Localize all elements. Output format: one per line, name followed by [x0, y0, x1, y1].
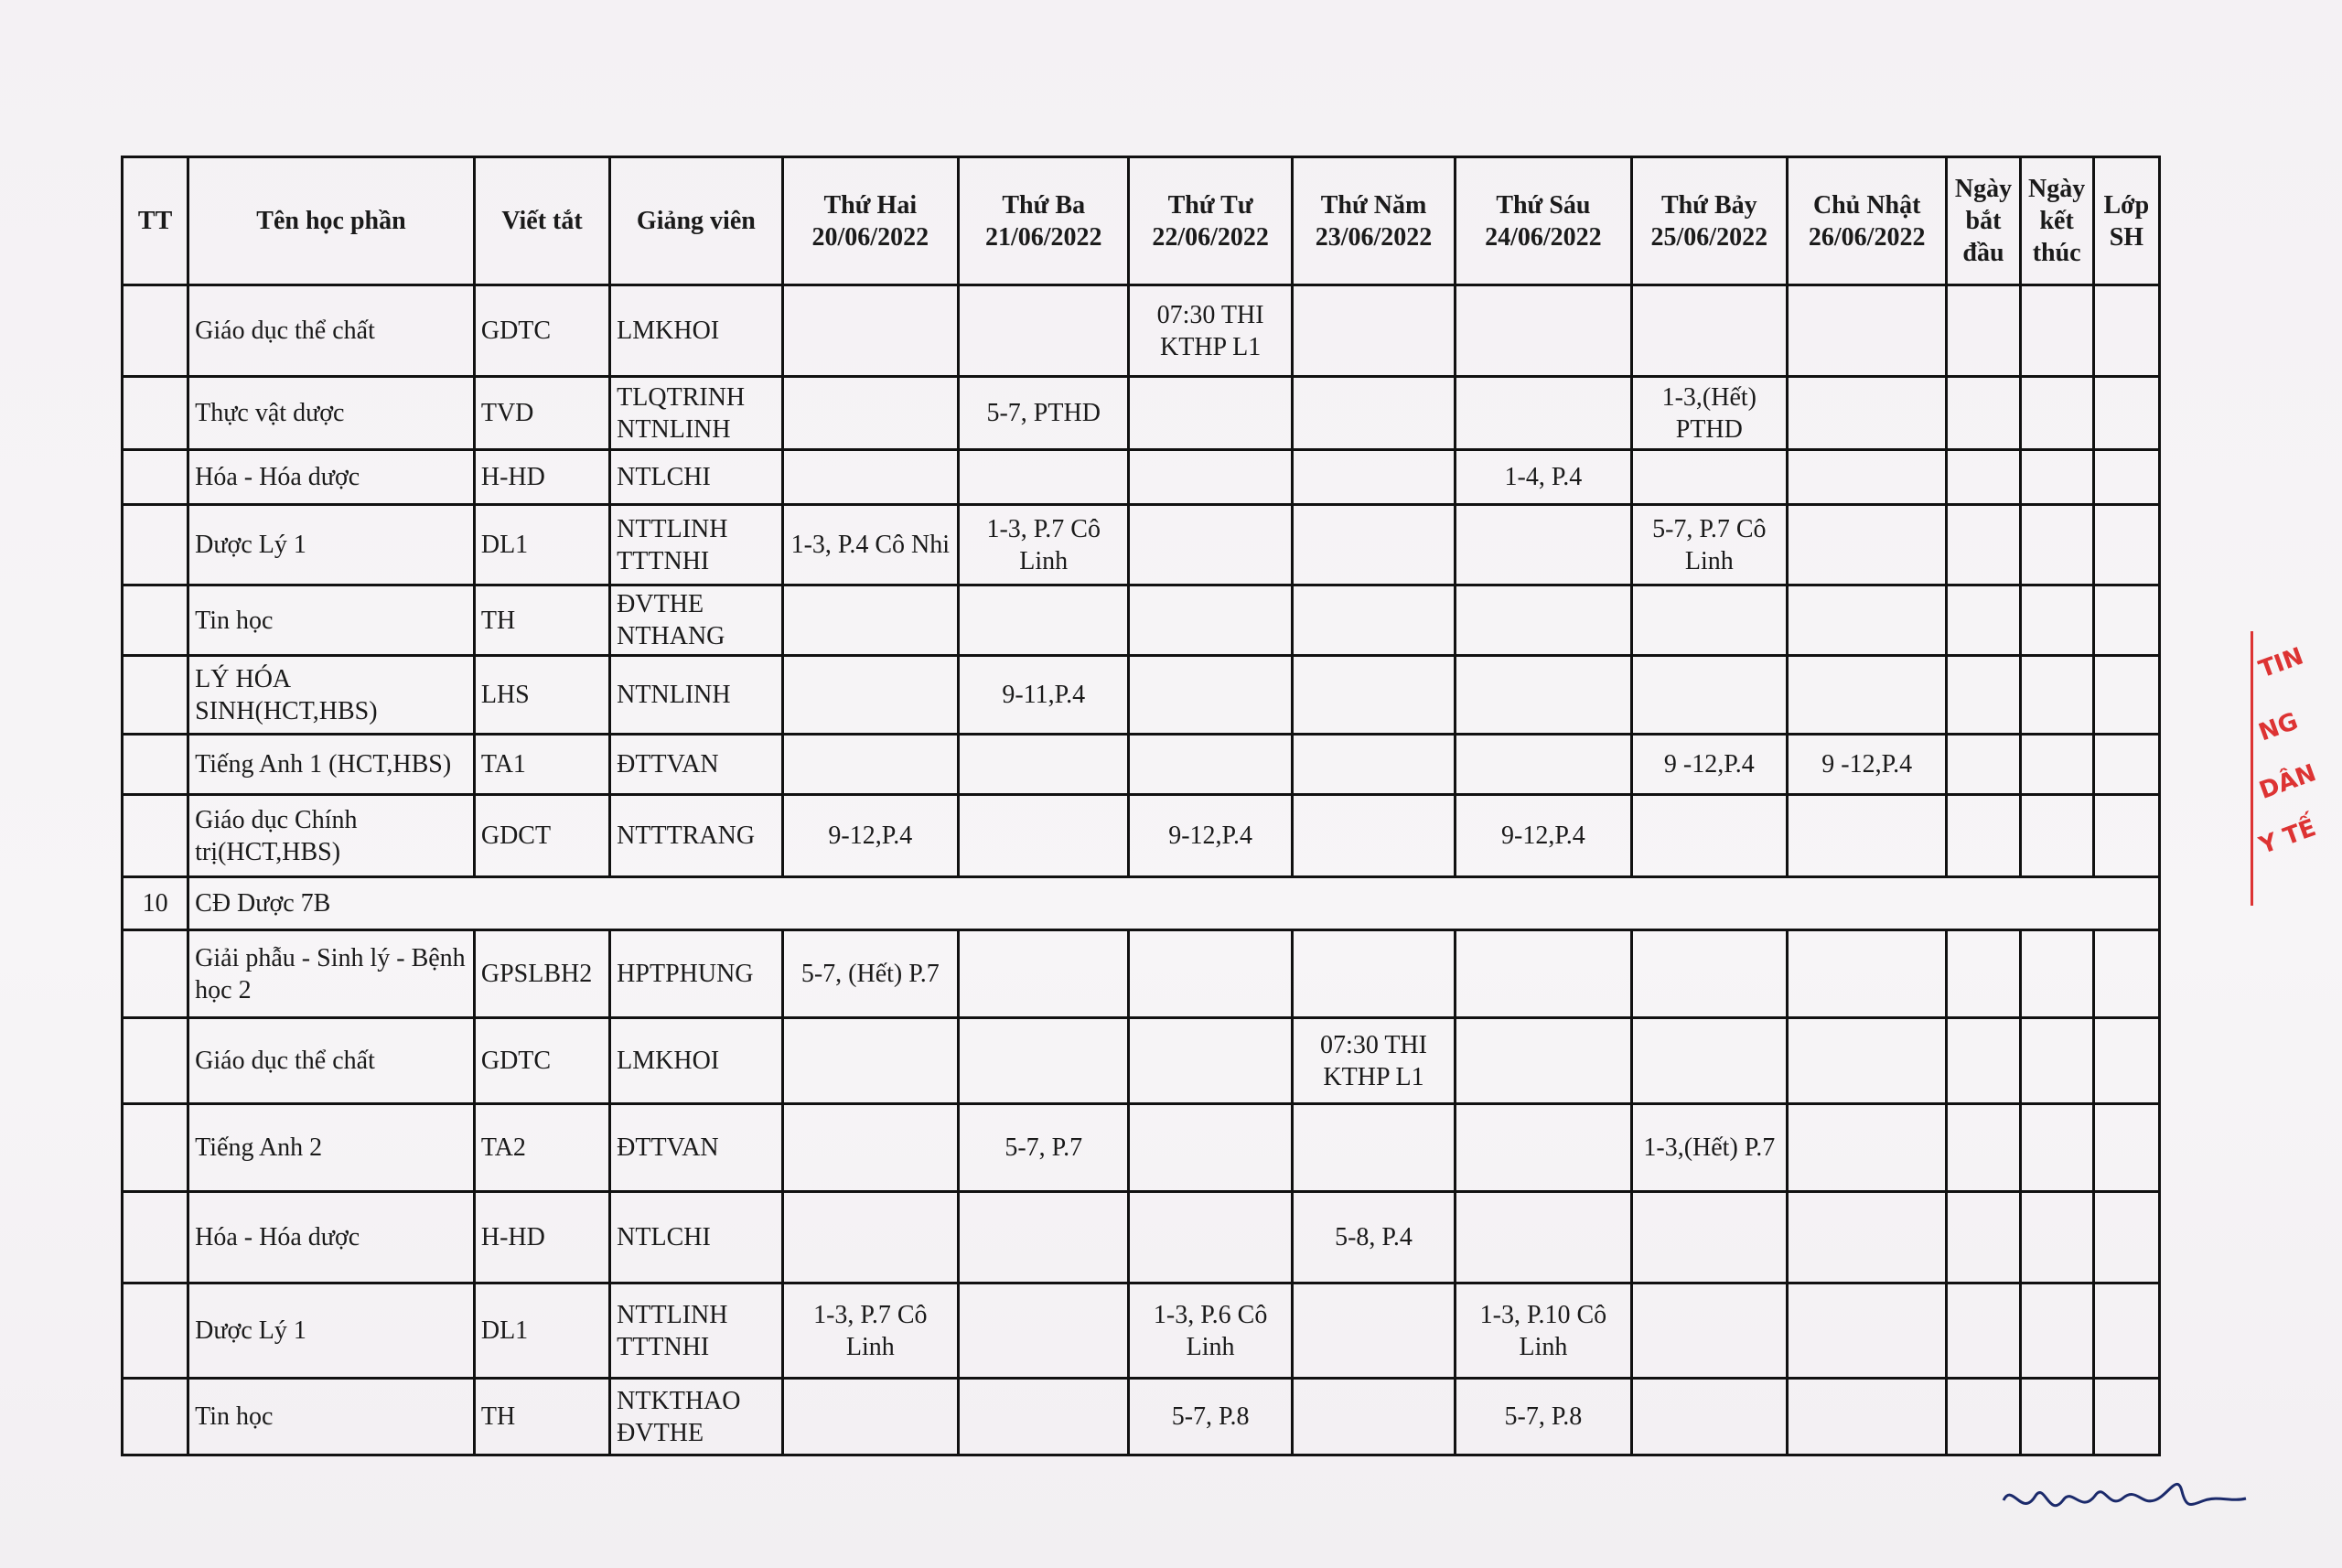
slot-wed — [1129, 1192, 1292, 1283]
slot-wed — [1129, 505, 1292, 585]
slot-wed — [1129, 1018, 1292, 1104]
schedule-table — [121, 156, 2161, 1456]
slot-tue — [959, 585, 1129, 656]
abbr-cell: H-HD — [474, 1192, 609, 1283]
slot-mon — [782, 735, 958, 795]
tt-cell — [123, 585, 188, 656]
slot-fri: 1-4, P.4 — [1456, 450, 1631, 505]
slot-tue — [959, 285, 1129, 377]
class-cell — [2093, 585, 2159, 656]
slot-thu — [1292, 377, 1455, 450]
teacher-cell: NTTLINH TTTNHI — [610, 505, 782, 585]
tt-cell — [123, 735, 188, 795]
course-cell: Thực vật dược — [188, 377, 475, 450]
section-b-header — [123, 877, 2160, 930]
slot-tue — [959, 450, 1129, 505]
tt-cell — [123, 285, 188, 377]
slot-mon — [782, 1018, 958, 1104]
slot-thu: 5-8, P.4 — [1292, 1192, 1455, 1283]
start-cell — [1947, 1018, 2020, 1104]
slot-mon — [782, 1192, 958, 1283]
col-course: Tên học phần — [188, 157, 475, 285]
table-row — [123, 585, 2160, 656]
end-cell — [2020, 795, 2093, 877]
col-thu: Thứ Năm 23/06/2022 — [1292, 157, 1455, 285]
course-cell: Hóa - Hóa dược — [188, 1192, 475, 1283]
start-cell — [1947, 1283, 2020, 1379]
start-cell — [1947, 1379, 2020, 1455]
start-cell — [1947, 656, 2020, 735]
table-row — [123, 795, 2160, 877]
slot-sun — [1788, 1018, 1947, 1104]
slot-sat — [1631, 285, 1787, 377]
slot-sat: 1-3,(Hết) P.7 — [1631, 1104, 1787, 1192]
slot-sun — [1788, 377, 1947, 450]
teacher-cell: TLQTRINH NTNLINH — [610, 377, 782, 450]
slot-thu — [1292, 1283, 1455, 1379]
abbr-cell: TH — [474, 1379, 609, 1455]
start-cell — [1947, 285, 2020, 377]
abbr-cell: TA2 — [474, 1104, 609, 1192]
slot-sat: 9 -12,P.4 — [1631, 735, 1787, 795]
slot-mon: 9-12,P.4 — [782, 795, 958, 877]
slot-tue — [959, 795, 1129, 877]
col-start: Ngày bắt đầu — [1947, 157, 2020, 285]
slot-sat — [1631, 930, 1787, 1018]
class-cell — [2093, 735, 2159, 795]
slot-tue — [959, 735, 1129, 795]
course-cell: Giáo dục Chính trị(HCT,HBS) — [188, 795, 475, 877]
slot-tue: 1-3, P.7 Cô Linh — [959, 505, 1129, 585]
col-teacher: Giảng viên — [610, 157, 782, 285]
class-cell — [2093, 377, 2159, 450]
header-row — [123, 157, 2160, 285]
slot-sat — [1631, 1283, 1787, 1379]
col-class: Lớp SH — [2093, 157, 2159, 285]
course-cell: Hóa - Hóa dược — [188, 450, 475, 505]
teacher-cell: NTNLINH — [610, 656, 782, 735]
course-cell: Giáo dục thể chất — [188, 285, 475, 377]
slot-mon — [782, 285, 958, 377]
end-cell — [2020, 505, 2093, 585]
course-cell: Tiếng Anh 1 (HCT,HBS) — [188, 735, 475, 795]
course-cell: LÝ HÓA SINH(HCT,HBS) — [188, 656, 475, 735]
class-cell — [2093, 656, 2159, 735]
slot-tue: 5-7, PTHD — [959, 377, 1129, 450]
abbr-cell: GDTC — [474, 1018, 609, 1104]
abbr-cell: TH — [474, 585, 609, 656]
section-number: 10 — [123, 877, 188, 930]
teacher-cell: LMKHOI — [610, 285, 782, 377]
slot-sun — [1788, 285, 1947, 377]
slot-fri — [1456, 656, 1631, 735]
abbr-cell: DL1 — [474, 505, 609, 585]
course-cell: Giải phẫu - Sinh lý - Bệnh học 2 — [188, 930, 475, 1018]
end-cell — [2020, 1018, 2093, 1104]
class-cell — [2093, 795, 2159, 877]
slot-sun — [1788, 1379, 1947, 1455]
slot-sun: 9 -12,P.4 — [1788, 735, 1947, 795]
class-cell — [2093, 505, 2159, 585]
table-row — [123, 1379, 2160, 1455]
slot-fri — [1456, 1192, 1631, 1283]
table-row — [123, 1283, 2160, 1379]
start-cell — [1947, 1192, 2020, 1283]
slot-sat — [1631, 585, 1787, 656]
slot-sat: 5-7, P.7 Cô Linh — [1631, 505, 1787, 585]
course-cell: Tin học — [188, 1379, 475, 1455]
table-row — [123, 735, 2160, 795]
table-row — [123, 1018, 2160, 1104]
slot-sat — [1631, 795, 1787, 877]
slot-sun — [1788, 450, 1947, 505]
slot-thu — [1292, 656, 1455, 735]
slot-fri — [1456, 1018, 1631, 1104]
slot-sat: 1-3,(Hết) PTHD — [1631, 377, 1787, 450]
teacher-cell: NTTLINH TTTNHI — [610, 1283, 782, 1379]
slot-wed — [1129, 735, 1292, 795]
end-cell — [2020, 656, 2093, 735]
end-cell — [2020, 735, 2093, 795]
tt-cell — [123, 1018, 188, 1104]
slot-sun — [1788, 1283, 1947, 1379]
table-row — [123, 505, 2160, 585]
slot-fri — [1456, 377, 1631, 450]
slot-tue: 9-11,P.4 — [959, 656, 1129, 735]
teacher-cell: ĐTTVAN — [610, 735, 782, 795]
slot-sat — [1631, 656, 1787, 735]
abbr-cell: TA1 — [474, 735, 609, 795]
table-row — [123, 377, 2160, 450]
slot-mon — [782, 585, 958, 656]
col-fri: Thứ Sáu 24/06/2022 — [1456, 157, 1631, 285]
col-mon: Thứ Hai 20/06/2022 — [782, 157, 958, 285]
start-cell — [1947, 1104, 2020, 1192]
start-cell — [1947, 377, 2020, 450]
teacher-cell: LMKHOI — [610, 1018, 782, 1104]
slot-tue — [959, 1283, 1129, 1379]
slot-fri — [1456, 505, 1631, 585]
section-b-body — [123, 930, 2160, 1455]
start-cell — [1947, 505, 2020, 585]
slot-fri — [1456, 285, 1631, 377]
slot-sun — [1788, 585, 1947, 656]
slot-wed — [1129, 585, 1292, 656]
abbr-cell: GDTC — [474, 285, 609, 377]
tt-cell — [123, 1379, 188, 1455]
start-cell — [1947, 795, 2020, 877]
teacher-cell: NTLCHI — [610, 450, 782, 505]
slot-sat — [1631, 1192, 1787, 1283]
teacher-cell: NTLCHI — [610, 1192, 782, 1283]
col-wed: Thứ Tư 22/06/2022 — [1129, 157, 1292, 285]
end-cell — [2020, 585, 2093, 656]
slot-wed — [1129, 450, 1292, 505]
slot-tue — [959, 930, 1129, 1018]
tt-cell — [123, 450, 188, 505]
slot-tue — [959, 1018, 1129, 1104]
course-cell: Dược Lý 1 — [188, 1283, 475, 1379]
teacher-cell: NTTTRANG — [610, 795, 782, 877]
col-abbr: Viết tắt — [474, 157, 609, 285]
slot-sun — [1788, 930, 1947, 1018]
start-cell — [1947, 735, 2020, 795]
start-cell — [1947, 930, 2020, 1018]
course-cell: Tiếng Anh 2 — [188, 1104, 475, 1192]
slot-wed — [1129, 930, 1292, 1018]
slot-tue — [959, 1379, 1129, 1455]
teacher-cell: HPTPHUNG — [610, 930, 782, 1018]
end-cell — [2020, 930, 2093, 1018]
class-cell — [2093, 1192, 2159, 1283]
class-cell — [2093, 1104, 2159, 1192]
end-cell — [2020, 377, 2093, 450]
col-sun: Chủ Nhật 26/06/2022 — [1788, 157, 1947, 285]
slot-mon — [782, 450, 958, 505]
section-a-body — [123, 285, 2160, 877]
slot-mon: 5-7, (Hết) P.7 — [782, 930, 958, 1018]
tt-cell — [123, 505, 188, 585]
teacher-cell: ĐVTHE NTHANG — [610, 585, 782, 656]
course-cell: Dược Lý 1 — [188, 505, 475, 585]
slot-fri: 5-7, P.8 — [1456, 1379, 1631, 1455]
slot-sun — [1788, 795, 1947, 877]
abbr-cell: GPSLBH2 — [474, 930, 609, 1018]
col-sat: Thứ Bảy 25/06/2022 — [1631, 157, 1787, 285]
tt-cell — [123, 1104, 188, 1192]
course-cell: Tin học — [188, 585, 475, 656]
slot-wed: 9-12,P.4 — [1129, 795, 1292, 877]
col-tt: TT — [123, 157, 188, 285]
slot-thu — [1292, 1104, 1455, 1192]
start-cell — [1947, 450, 2020, 505]
tt-cell — [123, 377, 188, 450]
table-row — [123, 656, 2160, 735]
slot-wed: 07:30 THI KTHP L1 — [1129, 285, 1292, 377]
slot-mon — [782, 377, 958, 450]
start-cell — [1947, 585, 2020, 656]
slot-sat — [1631, 1379, 1787, 1455]
class-cell — [2093, 930, 2159, 1018]
slot-fri — [1456, 930, 1631, 1018]
abbr-cell: TVD — [474, 377, 609, 450]
slot-fri — [1456, 585, 1631, 656]
teacher-cell: NTKTHAO ĐVTHE — [610, 1379, 782, 1455]
class-cell — [2093, 1018, 2159, 1104]
tt-cell — [123, 795, 188, 877]
tt-cell — [123, 1283, 188, 1379]
slot-sun — [1788, 1104, 1947, 1192]
slot-mon: 1-3, P.7 Cô Linh — [782, 1283, 958, 1379]
slot-mon: 1-3, P.4 Cô Nhi — [782, 505, 958, 585]
end-cell — [2020, 450, 2093, 505]
slot-fri: 1-3, P.10 Cô Linh — [1456, 1283, 1631, 1379]
slot-thu — [1292, 930, 1455, 1018]
end-cell — [2020, 285, 2093, 377]
slot-mon — [782, 656, 958, 735]
slot-fri: 9-12,P.4 — [1456, 795, 1631, 877]
tt-cell — [123, 930, 188, 1018]
slot-wed — [1129, 656, 1292, 735]
col-tue: Thứ Ba 21/06/2022 — [959, 157, 1129, 285]
slot-mon — [782, 1379, 958, 1455]
section-row — [123, 877, 2160, 930]
slot-wed — [1129, 1104, 1292, 1192]
end-cell — [2020, 1379, 2093, 1455]
end-cell — [2020, 1104, 2093, 1192]
slot-sun — [1788, 656, 1947, 735]
slot-mon — [782, 1104, 958, 1192]
slot-wed: 1-3, P.6 Cô Linh — [1129, 1283, 1292, 1379]
course-cell: Giáo dục thể chất — [188, 1018, 475, 1104]
section-title: CĐ Dược 7B — [188, 877, 2160, 930]
signature — [1994, 1464, 2251, 1537]
slot-thu — [1292, 1379, 1455, 1455]
table-row — [123, 930, 2160, 1018]
table-row — [123, 1104, 2160, 1192]
slot-wed: 5-7, P.8 — [1129, 1379, 1292, 1455]
class-cell — [2093, 1283, 2159, 1379]
slot-sun — [1788, 505, 1947, 585]
slot-wed — [1129, 377, 1292, 450]
table-row — [123, 285, 2160, 377]
abbr-cell: GDCT — [474, 795, 609, 877]
slot-thu — [1292, 450, 1455, 505]
slot-thu — [1292, 585, 1455, 656]
class-cell — [2093, 285, 2159, 377]
table-row — [123, 1192, 2160, 1283]
slot-thu — [1292, 795, 1455, 877]
slot-thu — [1292, 285, 1455, 377]
slot-tue: 5-7, P.7 — [959, 1104, 1129, 1192]
table-row — [123, 450, 2160, 505]
abbr-cell: DL1 — [474, 1283, 609, 1379]
slot-fri — [1456, 735, 1631, 795]
class-cell — [2093, 450, 2159, 505]
slot-sat — [1631, 1018, 1787, 1104]
slot-thu: 07:30 THI KTHP L1 — [1292, 1018, 1455, 1104]
end-cell — [2020, 1192, 2093, 1283]
end-cell — [2020, 1283, 2093, 1379]
slot-thu — [1292, 505, 1455, 585]
slot-fri — [1456, 1104, 1631, 1192]
slot-sun — [1788, 1192, 1947, 1283]
slot-tue — [959, 1192, 1129, 1283]
abbr-cell: LHS — [474, 656, 609, 735]
slot-thu — [1292, 735, 1455, 795]
abbr-cell: H-HD — [474, 450, 609, 505]
teacher-cell: ĐTTVAN — [610, 1104, 782, 1192]
col-end: Ngày kết thúc — [2020, 157, 2093, 285]
tt-cell — [123, 656, 188, 735]
red-stamp: TIN NG DÂN Y TẾ — [2251, 631, 2317, 906]
tt-cell — [123, 1192, 188, 1283]
slot-sat — [1631, 450, 1787, 505]
class-cell — [2093, 1379, 2159, 1455]
